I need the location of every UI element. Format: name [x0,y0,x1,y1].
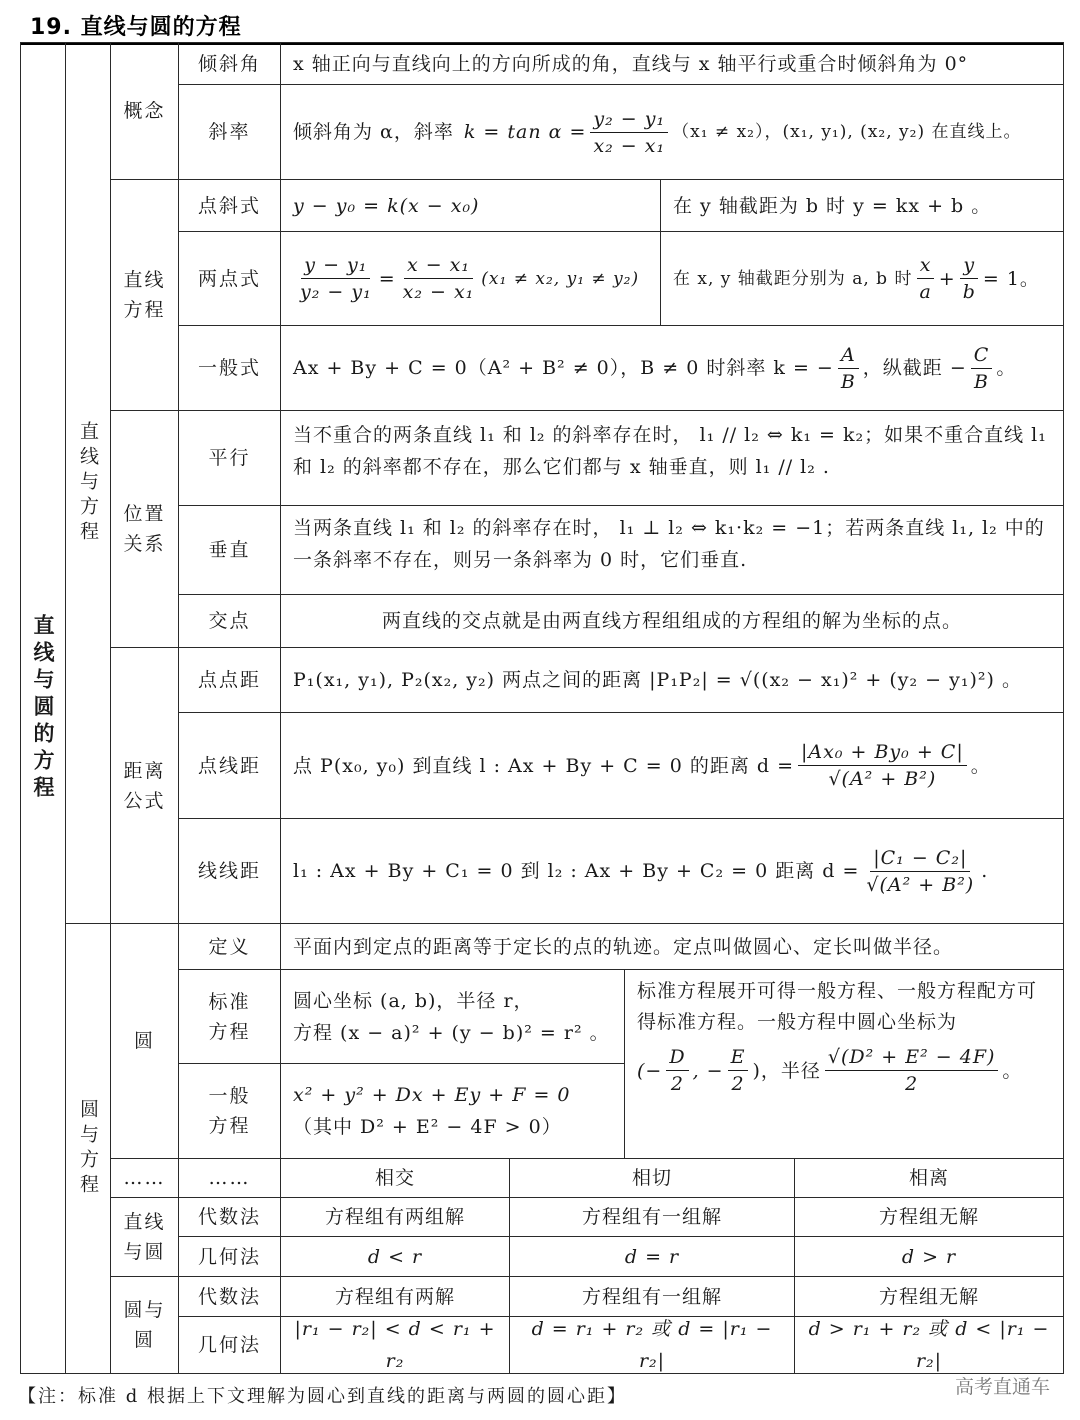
label-dots-b: …… [178,1158,281,1198]
cc-geometry-1: d = r₁ + r₂ 或 d = |r₁ − r₂| [509,1316,795,1374]
general-d1: B [840,370,856,393]
lc-algebra-1: 方程组有一组解 [509,1197,795,1237]
pl-dist-frac [798,739,967,792]
two-point-num1: y − y₁ [301,252,370,279]
section-circle: 圆与方程 [65,923,111,1374]
slope-lhs: k = tan α = [463,121,587,143]
two-point-d-a: a [919,281,932,303]
general-frac-2 [971,342,993,395]
header-intersect: 相交 [280,1158,510,1198]
definition-text: 平面内到定点的距离等于定长的点的轨迹。定点叫做圆心、定长叫做半径。 [280,923,1064,970]
circle-frac-e [728,1044,749,1097]
cc-geometry-0: |r₁ − r₂| < d < r₁ + r₂ [280,1316,510,1374]
label-intersection: 交点 [178,594,281,648]
circle-rd: 2 [905,1073,919,1095]
two-point-plus: + [938,267,956,290]
general-n2: C [971,342,993,369]
group-dots-a: …… [110,1158,179,1198]
two-point-n-b: y [960,252,978,279]
general-n1: A [838,342,859,369]
two-point-num2: x − x₁ [404,252,473,279]
slope-suffix: （x₁ ≠ x₂），(x₁, y₁), (x₂, y₂) 在直线上。 [672,122,1022,142]
cc-algebra-1: 方程组有一组解 [509,1276,795,1317]
group-line-eq [110,179,179,411]
std-eq-line2: 方程 (x − a)² + (y − b)² = r² 。 [293,1021,610,1044]
perpendicular-text: 当两条直线 l₁ 和 l₂ 的斜率存在时， l₁ ⊥ l₂ ⇔ k₁·k₂ = −1；若两条直线 l₁, l₂ 中的一条斜率不存在，则另一条斜率为 0 时，它们垂直. [280,505,1064,595]
two-point-frac-2 [400,252,478,305]
general-content [280,325,1064,411]
pl-dist-num: |Ax₀ + By₀ + C| [798,739,967,766]
group-line-circle-text: 直线与圆 [123,1211,166,1263]
cc-algebra-2: 方程组无解 [794,1276,1064,1317]
circle-n2: E [728,1044,749,1071]
group-line-eq-text: 直线方程 [123,269,166,321]
title-bar [20,6,1064,45]
pl-dist-den: √(A² + B²) [828,768,937,790]
lc-geometry-1: d = r [509,1236,795,1277]
cc-geometry-2: d > r₁ + r₂ 或 d < |r₁ − r₂| [794,1316,1064,1374]
label-inclination: 倾斜角 [178,42,281,85]
ll-dist-den: √(A² + B²) [866,873,975,896]
section-line: 直线与方程 [65,42,111,924]
circle-note-formula [637,1044,1022,1097]
general-frac-1 [838,342,859,395]
pl-dist-prefix: 点 P(x₀, y₀) 到直线 l : Ax + By + C = 0 的距离 d = [293,754,795,777]
two-point-n-a: x [917,252,935,279]
label-std-eq [178,969,281,1064]
two-point-den1: y₂ − y₁ [300,281,372,303]
std-eq-line1: 圆心坐标 (a, b)，半径 r， [293,989,534,1012]
cc-algebra-0: 方程组有两解 [280,1276,510,1317]
label-std-eq-text: 标准方程 [208,990,251,1043]
lc-geometry-0: d < r [280,1236,510,1277]
label-pp-dist: 点点距 [178,647,281,713]
two-point-d-b: b [962,281,976,303]
slope-num: y₂ − y₁ [590,106,668,133]
general-d2: B [974,370,990,393]
pl-dist-content [280,712,1064,819]
two-point-eq: = [378,267,396,290]
label-lc-geometry: 几何法 [178,1236,281,1277]
footer-note: 【注：标准 d 根据上下文理解为圆心到直线的距离与两圆的圆心距】 [18,1386,627,1407]
label-general: 一般式 [178,325,281,411]
group-position-text: 位置关系 [123,503,166,555]
label-perpendicular: 垂直 [178,505,281,595]
two-point-frac-b [960,252,979,305]
group-position [110,410,179,648]
label-point-slope: 点斜式 [178,179,281,232]
circle-note [624,969,1064,1159]
two-point-formula [280,231,661,326]
circle-coord-close: )，半径 [752,1059,821,1082]
ll-dist-num: |C₁ − C₂| [870,845,970,872]
lc-algebra-2: 方程组无解 [794,1197,1064,1237]
main-label: 直线与圆的方程 [20,42,66,1374]
page-title: 19. 直线与圆的方程 [30,15,242,40]
slope-fraction [590,106,668,159]
inclination-text: x 轴正向与直线向上的方向所成的角，直线与 x 轴平行或重合时倾斜角为 0° [280,42,1064,85]
header-tangent: 相切 [509,1158,795,1198]
label-lc-algebra: 代数法 [178,1197,281,1237]
intersection-text: 两直线的交点就是由两直线方程组组成的方程组的解为坐标的点。 [280,594,1064,648]
label-pl-dist: 点线距 [178,712,281,819]
group-circle-circle-text: 圆与圆 [123,1299,166,1351]
group-circle-circle [110,1276,179,1374]
std-eq-content [280,969,625,1064]
circle-n1: D [666,1044,688,1071]
group-distance-text: 距离公式 [123,759,166,812]
two-point-note-prefix: 在 x, y 轴截距分别为 a, b 时 [673,268,913,289]
gen-eq-line1: x² + y² + Dx + Ey + F = 0 [293,1084,571,1106]
pl-dist-end: 。 [970,754,991,777]
label-ll-dist: 线线距 [178,818,281,924]
lc-geometry-2: d > r [794,1236,1064,1277]
point-slope-formula-text: y − y₀ = k(x − x₀) [293,194,480,217]
header-separate: 相离 [794,1158,1064,1198]
ll-dist-end: . [981,860,989,882]
ll-dist-content [280,818,1064,924]
group-concept: 概念 [110,42,179,180]
watermark: 高考直通车 [954,1376,1050,1398]
circle-d2: 2 [731,1073,745,1095]
label-cc-algebra: 代数法 [178,1276,281,1317]
ll-dist-prefix: l₁ : Ax + By + C₁ = 0 到 l₂ : Ax + By + C₂ = 0 距离 d = [293,860,860,882]
circle-frac-r [825,1044,999,1097]
gen-eq-line2: （其中 D² + E² − 4F > 0） [293,1116,562,1138]
circle-d1: 2 [670,1073,684,1095]
group-circle: 圆 [110,923,179,1159]
label-gen-eq [178,1063,281,1159]
point-slope-note: 在 y 轴截距为 b 时 y = kx + b 。 [660,179,1064,232]
circle-coord-open: (− [637,1059,663,1082]
circle-comma: , − [692,1059,724,1082]
general-mid: ，纵截距 − [862,357,967,379]
circle-frac-d [666,1044,688,1097]
group-line-circle [110,1197,179,1277]
two-point-frac-1 [297,252,375,305]
pp-dist-text: P₁(x₁, y₁), P₂(x₂, y₂) 两点之间的距离 |P₁P₂| = √((x₂ − x₁)² + (y₂ − y₁)²) 。 [280,647,1064,713]
ll-dist-frac [863,845,977,898]
slope-content [280,84,1064,180]
lc-algebra-0: 方程组有两组解 [280,1197,510,1237]
circle-rn: √(D² + E² − 4F) [825,1044,999,1071]
label-parallel: 平行 [178,410,281,506]
gen-eq-content [280,1063,625,1159]
label-gen-eq-text: 一般方程 [208,1085,251,1137]
two-point-frac-a [916,252,934,305]
label-two-point: 两点式 [178,231,281,326]
circle-note-text: 标准方程展开可得一般方程、一般方程配方可得标准方程。一般方程中圆心坐标为 [637,980,1038,1033]
parallel-text: 当不重合的两条直线 l₁ 和 l₂ 的斜率存在时， l₁ // l₂ ⇔ k₁ = k₂；如果不重合直线 l₁ 和 l₂ 的斜率都不存在，那么它们都与 x 轴垂直，则 l₁ // l₂ . [280,410,1064,506]
group-distance [110,647,179,924]
general-formula: Ax + By + C = 0（A² + B² ≠ 0），B ≠ 0 时斜率 k = − [293,357,834,379]
general-end: 。 [996,357,1017,379]
label-cc-geometry: 几何法 [178,1316,281,1374]
point-slope-formula [280,179,661,232]
two-point-note-suffix: = 1。 [982,267,1040,290]
two-point-den2: x₂ − x₁ [402,281,475,303]
label-slope: 斜率 [178,84,281,180]
slope-den: x₂ − x₁ [593,134,666,157]
label-definition: 定义 [178,923,281,970]
slope-prefix: 倾斜角为 α，斜率 [293,121,454,143]
two-point-cond: (x₁ ≠ x₂, y₁ ≠ y₂) [481,268,640,289]
two-point-note [660,231,1064,326]
circle-note-end: 。 [1002,1059,1023,1082]
